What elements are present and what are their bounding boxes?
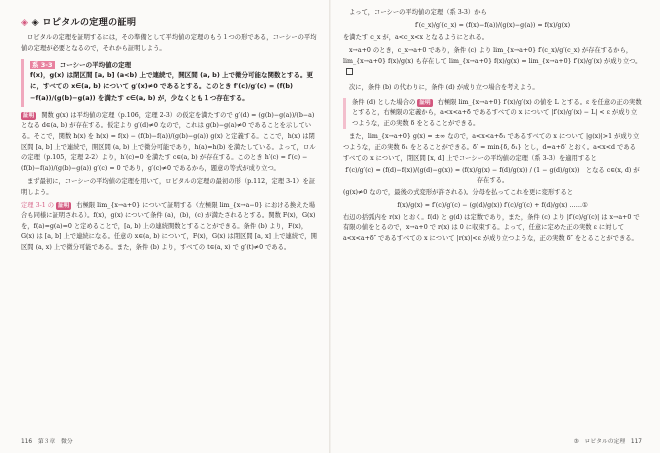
theorem-header bbox=[30, 60, 320, 70]
theorem-tag: 系 3-3 bbox=[32, 61, 53, 70]
intro-paragraph: ロピタルの定理を証明するには，その準備として平均値の定理のもう１つの形である，コーシーの平均値の定理が必要となるので，それから証明しよう。 bbox=[21, 34, 317, 52]
case-text: 右極限 lim_{x→a+0} f′(x)/g′(x) の値を L とする。ε を任意の正の実数とすると，右極限の定義から，a<x<a+δ であるすべての x について |f′(x)/g′(x) − L| < ε が成り立つような，正の実数 δ をとることができる。 bbox=[352, 98, 642, 127]
theorem-body: f(x)，g(x) は閉区間 [a, b] (a<b) 上で連続で，開区間 (a, b) 上で微分可能な関数とする。更に，すべての x∈(a, b) について g′(x)≠0 であるとする。このとき f′(c)/g′(c) = (f(b)−f(a))/(g(b)−g(a)) を満たす c∈(a, b) が，少なくとも１つ存在する。 bbox=[30, 71, 314, 102]
qed-box-icon bbox=[346, 68, 353, 75]
r-equation-3: f(x)/g(x) = f′(c)/g′(c) − (g(d)/g(x)) f′(c)/g′(c) + f(d)/g(x) ……① bbox=[397, 201, 588, 209]
r-para-3 bbox=[343, 46, 642, 78]
r-equation-2: f′(c)/g′(c) = (f(d)−f(x))/(g(d)−g(x)) = (f(x)/g(x) − f(d)/g(x)) / (1 − g(d)/g(x)) となる c∈(x, d) が存在する。 bbox=[345, 167, 640, 185]
case-proof-mark: 証明 bbox=[419, 99, 431, 106]
case-proof-block bbox=[343, 98, 642, 130]
diamond-bullet-icon: ◈ bbox=[21, 17, 29, 28]
case-lead: 条件 (d) とした場合の bbox=[352, 98, 416, 106]
left-footer: 116 第３章 微分 bbox=[21, 439, 73, 445]
proof-mark: 証明 bbox=[23, 112, 35, 119]
r-para-5: また，lim_{x→a+0} g(x) = ±∞ なので，a<x<a+δ₁ であるすべての x について |g(x)|>1 が成り立つような，正の実数 δ₁ をとることができる。δ′ = min{δ, δ₁} とし，d=a+δ′ とおく。a<x<d であるすべての x について，閉区間 [x, d] 上でコーシーの平均値の定理（系 3-3）を適用すると bbox=[343, 133, 640, 162]
proof2-ref: 定理 3-1 の bbox=[21, 201, 55, 209]
r-para-2: を満たす c_x が，a<c_x<x となるようにとれる。 bbox=[343, 33, 489, 41]
right-page bbox=[330, 0, 660, 453]
proof-paragraph bbox=[21, 111, 320, 175]
proof2-mark: 証明 bbox=[58, 202, 70, 209]
section-title bbox=[21, 16, 320, 29]
case-proof-head bbox=[352, 98, 642, 130]
r-para-7: 右辺の括弧内を r(x) とおく。f(d) と g(d) は定数であり，また，条件 (c) より |f′(c)/g′(c)| は x→a+0 で有限の値をとるので，x→a+0 で r(x) は 0 に収束する。よって，任意に定めた正の実数 ε に対して a<x<a+δ″ であるすべての x について |r(x)|<ε が成り立つような，正の実数 δ″ をとることができる。 bbox=[343, 213, 640, 242]
theorem-box bbox=[21, 59, 320, 107]
proof2-text: 右極限 lim_{x→a+0} について証明する（左極限 lim_{x→a−0} における換えた場合も同様に証明される）。f(x)，g(x) について条件 (a)，(b)，(c) が満たされるとする。関数 F(x)，G(x) を，f(a)=g(a)=0 と定めることで，[a, b) 上の連続関数とすることができる。条件 (b) より，F(x)，G(x) は [a, b] 上で連続になる。任意の x∈(a, b) について，F(x)，G(x) は閉区間 [a, x] 上で連続で，開区間 (a, x) 上で微分可能である。また，条件 (b) より，すべての t∈(a, x) で g′(t)≠0 である。 bbox=[21, 201, 317, 251]
proof2-paragraph bbox=[21, 201, 320, 254]
r-para-1: よって，コーシーの平均値の定理（系 3-3）から bbox=[349, 9, 487, 16]
r-para-3-text: x→a+0 のとき，c_x→a+0 であり，条件 (c) より lim_{x→a+0} f′(c_x)/g′(c_x) が存在するから，lim_{x→a+0} f(x)/g(x) も存在して lim_{x→a+0} f(x)/g(x) = lim_{x→a+0} f′(x)/g′(x) が成り立つ。 bbox=[343, 47, 642, 65]
transition-paragraph: まず最初に，コーシーの平均値の定理を用いて，ロピタルの定理の最初の形（p.112，定理 3-1）を証明しよう。 bbox=[21, 178, 316, 196]
right-footer: ③ ロピタルの定理 117 bbox=[573, 439, 642, 445]
proof-text: 関数 g(x) は平均値の定理（p.106，定理 2-3）の仮定を満たすので g′(d) = (g(b)−g(a))/(b−a) となる d∈(a, b) が存在する。仮定より g′(d)≠0 なので，これは g(b)−g(a)≠0 であることを示している。そこで，関数 h(x) を h(x) = f(x) − (f(b)−f(a))/(g(b)−g(a)) g(x) と定義する。ここで，h(x) は閉区間 [a, b] 上で連続で，開区間 (a, b) 上で微分可能であり，h(a)=h(b) を満たしている。よって，ロルの定理（p.105，定理 2-2）より，h′(c)=0 を満たす c∈(a, b) が存在する。このとき h′(c) = f′(c) − (f(b)−f(a))/(g(b)−g(a)) g′(c) = 0 であり，g′(c)≠0 であるから，題意の等式が成り立つ。 bbox=[21, 111, 316, 172]
section-title-text: ◈ ロピタルの定理の証明 bbox=[31, 17, 137, 28]
theorem-name: コーシーの平均値の定理 bbox=[59, 61, 132, 70]
r-equation-1: f′(c_x)/g′(c_x) = (f(x)−f(a))/(g(x)−g(a)) = f(x)/g(x) bbox=[414, 21, 571, 29]
r-para-4: 次に，条件 (b) の代わりに，条件 (d) が成り立つ場合を考えよう。 bbox=[349, 83, 539, 91]
r-para-6: (g(x)≠0 なので，最後の式変形が許される)。分母を払ってこれを更に変形すると bbox=[343, 189, 574, 197]
